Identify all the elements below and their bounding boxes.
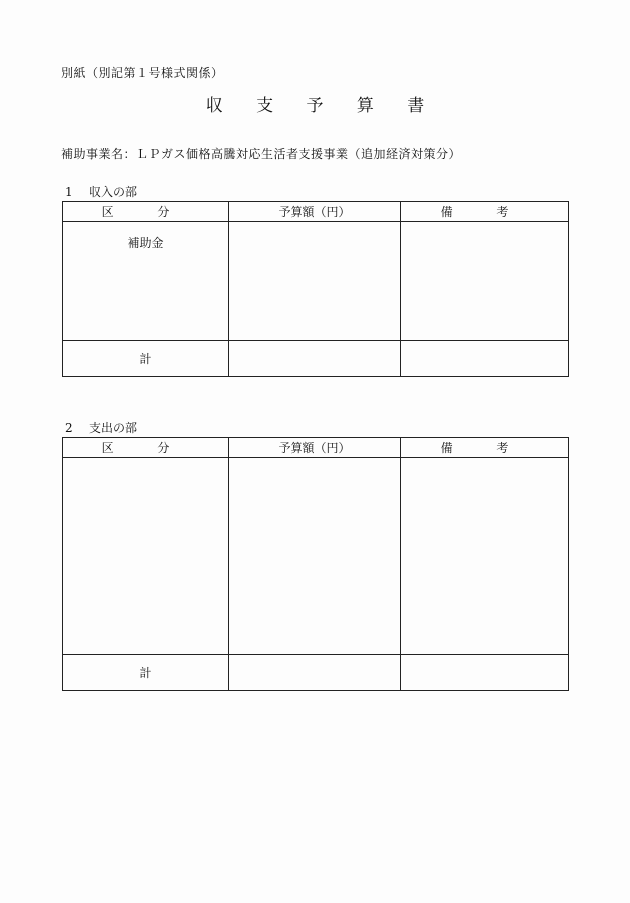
expense-budget-cell[interactable] <box>229 458 401 655</box>
income-header-category <box>63 202 229 222</box>
income-table <box>62 201 569 377</box>
income-budget-cell[interactable] <box>229 222 401 341</box>
expense-total-label: 計 <box>63 655 229 691</box>
income-total-label: 計 <box>63 341 229 377</box>
expense-table <box>62 437 569 691</box>
expense-body-row <box>63 458 569 655</box>
income-header-row <box>63 202 569 222</box>
expense-remarks-cell[interactable] <box>401 458 569 655</box>
income-header-category-label: 区 分 <box>101 205 190 219</box>
income-section-number: 1 <box>65 185 73 199</box>
expense-header-row <box>63 438 569 458</box>
expense-header-category-label: 区 分 <box>101 441 190 455</box>
income-body-row <box>63 222 569 341</box>
income-header-budget: 予算額（円） <box>229 202 401 222</box>
income-section-title: 収入の部 <box>89 185 138 199</box>
income-category-cell <box>63 222 229 341</box>
expense-section-number: 2 <box>65 421 73 435</box>
income-item-subsidy: 補助金 <box>127 236 164 250</box>
expense-category-cell[interactable] <box>63 458 229 655</box>
project-name-line: 補助事業名：ＬＰガス価格高騰対応生活者支援事業（追加経済対策分） <box>61 147 462 161</box>
expense-section-title: 支出の部 <box>89 421 138 435</box>
expense-total-budget-cell[interactable] <box>229 655 401 691</box>
income-header-remarks <box>401 202 569 222</box>
income-total-row <box>63 341 569 377</box>
income-total-budget-cell[interactable] <box>229 341 401 377</box>
income-remarks-cell[interactable] <box>401 222 569 341</box>
income-section-heading <box>65 183 137 200</box>
attachment-label: 別紙（別記第１号様式関係） <box>61 66 224 80</box>
expense-total-remarks-cell[interactable] <box>401 655 569 691</box>
expense-header-category <box>63 438 229 458</box>
income-total-remarks-cell[interactable] <box>401 341 569 377</box>
expense-header-remarks <box>401 438 569 458</box>
expense-total-row <box>63 655 569 691</box>
expense-header-remarks-label: 備 考 <box>440 441 529 455</box>
income-header-remarks-label: 備 考 <box>440 205 529 219</box>
document-title: 収 支 予 算 書 <box>205 96 439 116</box>
expense-section-heading <box>65 419 137 436</box>
expense-header-budget: 予算額（円） <box>229 438 401 458</box>
